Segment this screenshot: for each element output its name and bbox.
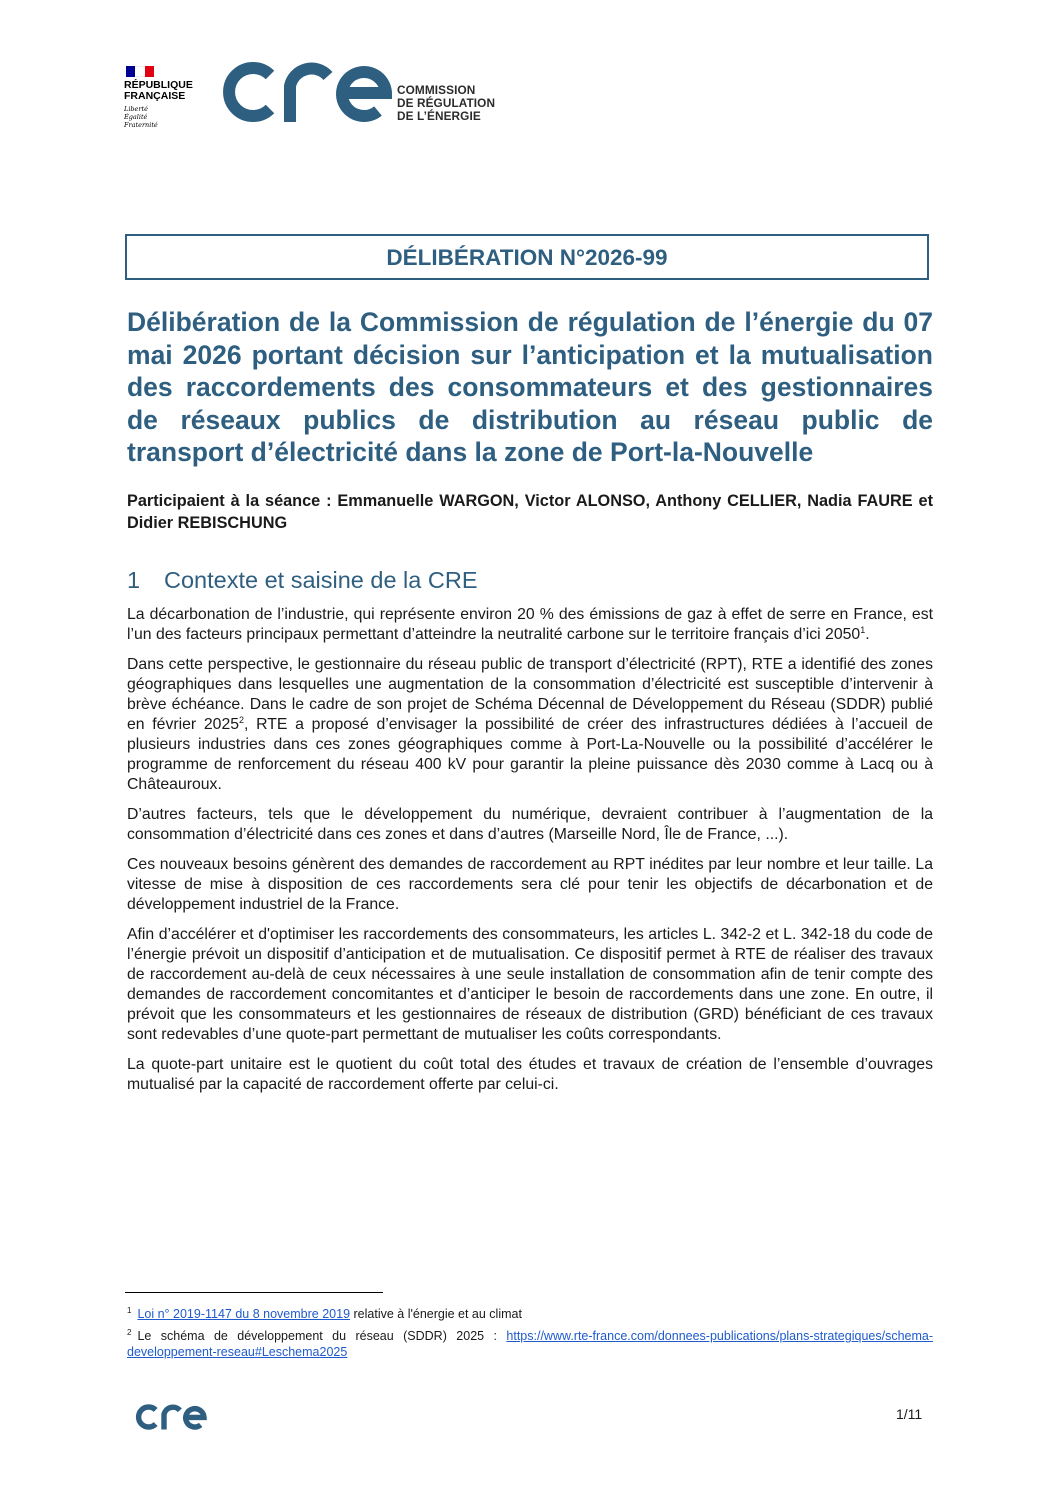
paragraph bbox=[127, 655, 933, 795]
footnote-separator bbox=[125, 1292, 383, 1293]
footnote-text: relative à l'énergie et au climat bbox=[350, 1307, 522, 1321]
paragraph: Ces nouveaux besoins génèrent des demandes de raccordement au RPT inédites par leur nombre et leur taille. La vitesse de mise à disposition de ces raccordements sera clé pour tenir les objectifs de décarbonation et de développement industriel de la France. bbox=[127, 856, 933, 913]
commission-name bbox=[397, 84, 495, 123]
commission-line-1: COMMISSION bbox=[397, 83, 476, 97]
paragraph-text: . bbox=[865, 626, 870, 643]
deliberation-number-box bbox=[125, 234, 929, 280]
footnote-number: 2 bbox=[127, 1328, 132, 1337]
participants: Participaient à la séance : Emmanuelle WARGON, Victor ALONSO, Anthony CELLIER, Nadia FAURE et Didier REBISCHUNG bbox=[127, 492, 933, 532]
paragraph-text: La décarbonation de l’industrie, qui représente environ 20 % des émissions de gaz à effet de serre en France, est l’un des facteurs principaux permettant d’atteindre la neutralité carbone sur le territoire français d’ici 2050 bbox=[127, 606, 933, 643]
cre-logo bbox=[212, 56, 392, 128]
motto-fraternite: Fraternité bbox=[124, 121, 158, 129]
page-number: 1/11 bbox=[896, 1406, 923, 1422]
paragraph-text: Dans cette perspective, le gestionnaire du réseau public de transport d’électricité (RPT), RTE a identifié des zones géographiques dans lesquelles une augmentation de la consommation d’électricité est susceptible d’intervenir à brève échéance. Dans le cadre de son projet de Schéma Décennal de Développement du Réseau (SDDR) publié en février 2025 bbox=[127, 656, 933, 733]
footnote-ref[interactable]: 1 bbox=[860, 625, 866, 635]
commission-line-2: DE RÉGULATION bbox=[397, 96, 496, 110]
footer-cre-logo bbox=[127, 1402, 211, 1432]
motto-liberte: Liberté bbox=[124, 105, 148, 113]
document-title: Délibération de la Commission de régulation de l’énergie du 07 mai 2026 portant décision sur l’anticipation et la mutualisation des raccordements des consommateurs et des gestionnaires de réseaux publics de distribution au réseau public de transport d’électricité dans la zone de Port-la-Nouvelle bbox=[127, 307, 933, 467]
footnotes bbox=[127, 1306, 933, 1366]
republique-francaise-logo bbox=[124, 66, 196, 129]
commission-line-3: DE L’ÉNERGIE bbox=[397, 109, 481, 123]
footnote-ref[interactable]: 2 bbox=[239, 715, 245, 725]
body-text bbox=[127, 605, 933, 1105]
paragraph: La quote-part unitaire est le quotient du coût total des études et travaux de création de l’ensemble d’ouvrages mutualisé par la capacité de raccordement offerte par celui-ci. bbox=[127, 1056, 933, 1093]
section-title: Contexte et saisine de la CRE bbox=[164, 567, 478, 593]
republique-line: RÉPUBLIQUE bbox=[124, 79, 193, 91]
footnote-number: 1 bbox=[127, 1306, 132, 1315]
section-heading bbox=[127, 567, 478, 594]
footnote-1 bbox=[127, 1306, 933, 1322]
footnote-2-link[interactable]: https://www.rte-france.com/donnees-publications/plans-strategiques/schema-developpement-reseau#Leschema2025 bbox=[127, 1329, 933, 1359]
footnote-1-link[interactable]: Loi n° 2019-1147 du 8 novembre 2019 bbox=[137, 1307, 351, 1321]
paragraph: D’autres facteurs, tels que le développement du numérique, devraient contribuer à l’augmentation de la consommation d’électricité dans ces zones et dans d’autres (Marseille Nord, Île de France, ...). bbox=[127, 806, 933, 843]
motto-egalite: Égalité bbox=[124, 113, 148, 121]
deliberation-number: DÉLIBÉRATION N°2026-99 bbox=[386, 245, 668, 270]
footnote-text: Le schéma de développement du réseau (SDDR) 2025 : bbox=[137, 1329, 507, 1343]
paragraph: Afin d’accélérer et d'optimiser les raccordements des consommateurs, les articles L. 342-2 et L. 342-18 du code de l’énergie prévoit un dispositif d’anticipation et de mutualisation. Ce dispositif permet à RTE de réaliser des travaux de raccordement au-delà de ceux nécessaires à une seule installation de consommation afin de tenir compte des demandes de raccordement concomitantes et d’anticiper le besoin de raccordements dans une zone. En outre, il prévoit que les consommateurs et les gestionnaires de réseaux de distribution (GRD) bénéficiant de ces travaux sont redevables d’une quote-part permettant de mutualiser les coûts correspondants. bbox=[127, 926, 933, 1043]
francaise-line: FRANÇAISE bbox=[124, 90, 186, 102]
paragraph bbox=[127, 605, 933, 645]
section-number: 1 bbox=[127, 567, 141, 593]
republique-francaise-name bbox=[124, 80, 196, 102]
marianne-flag-icon bbox=[126, 66, 154, 77]
paragraph-text: , RTE a proposé d’envisager la possibilité de créer des infrastructures dédiées à l’accueil de plusieurs industries dans ces zones géographiques comme à Port-La-Nouvelle ou la possibilité d’accélérer le programme de renforcement du réseau 400 kV pour garantir la pleine puissance dès 2030 comme à Lacq ou à Châteauroux. bbox=[127, 716, 933, 793]
footnote-2 bbox=[127, 1328, 933, 1360]
republic-motto bbox=[124, 105, 196, 129]
